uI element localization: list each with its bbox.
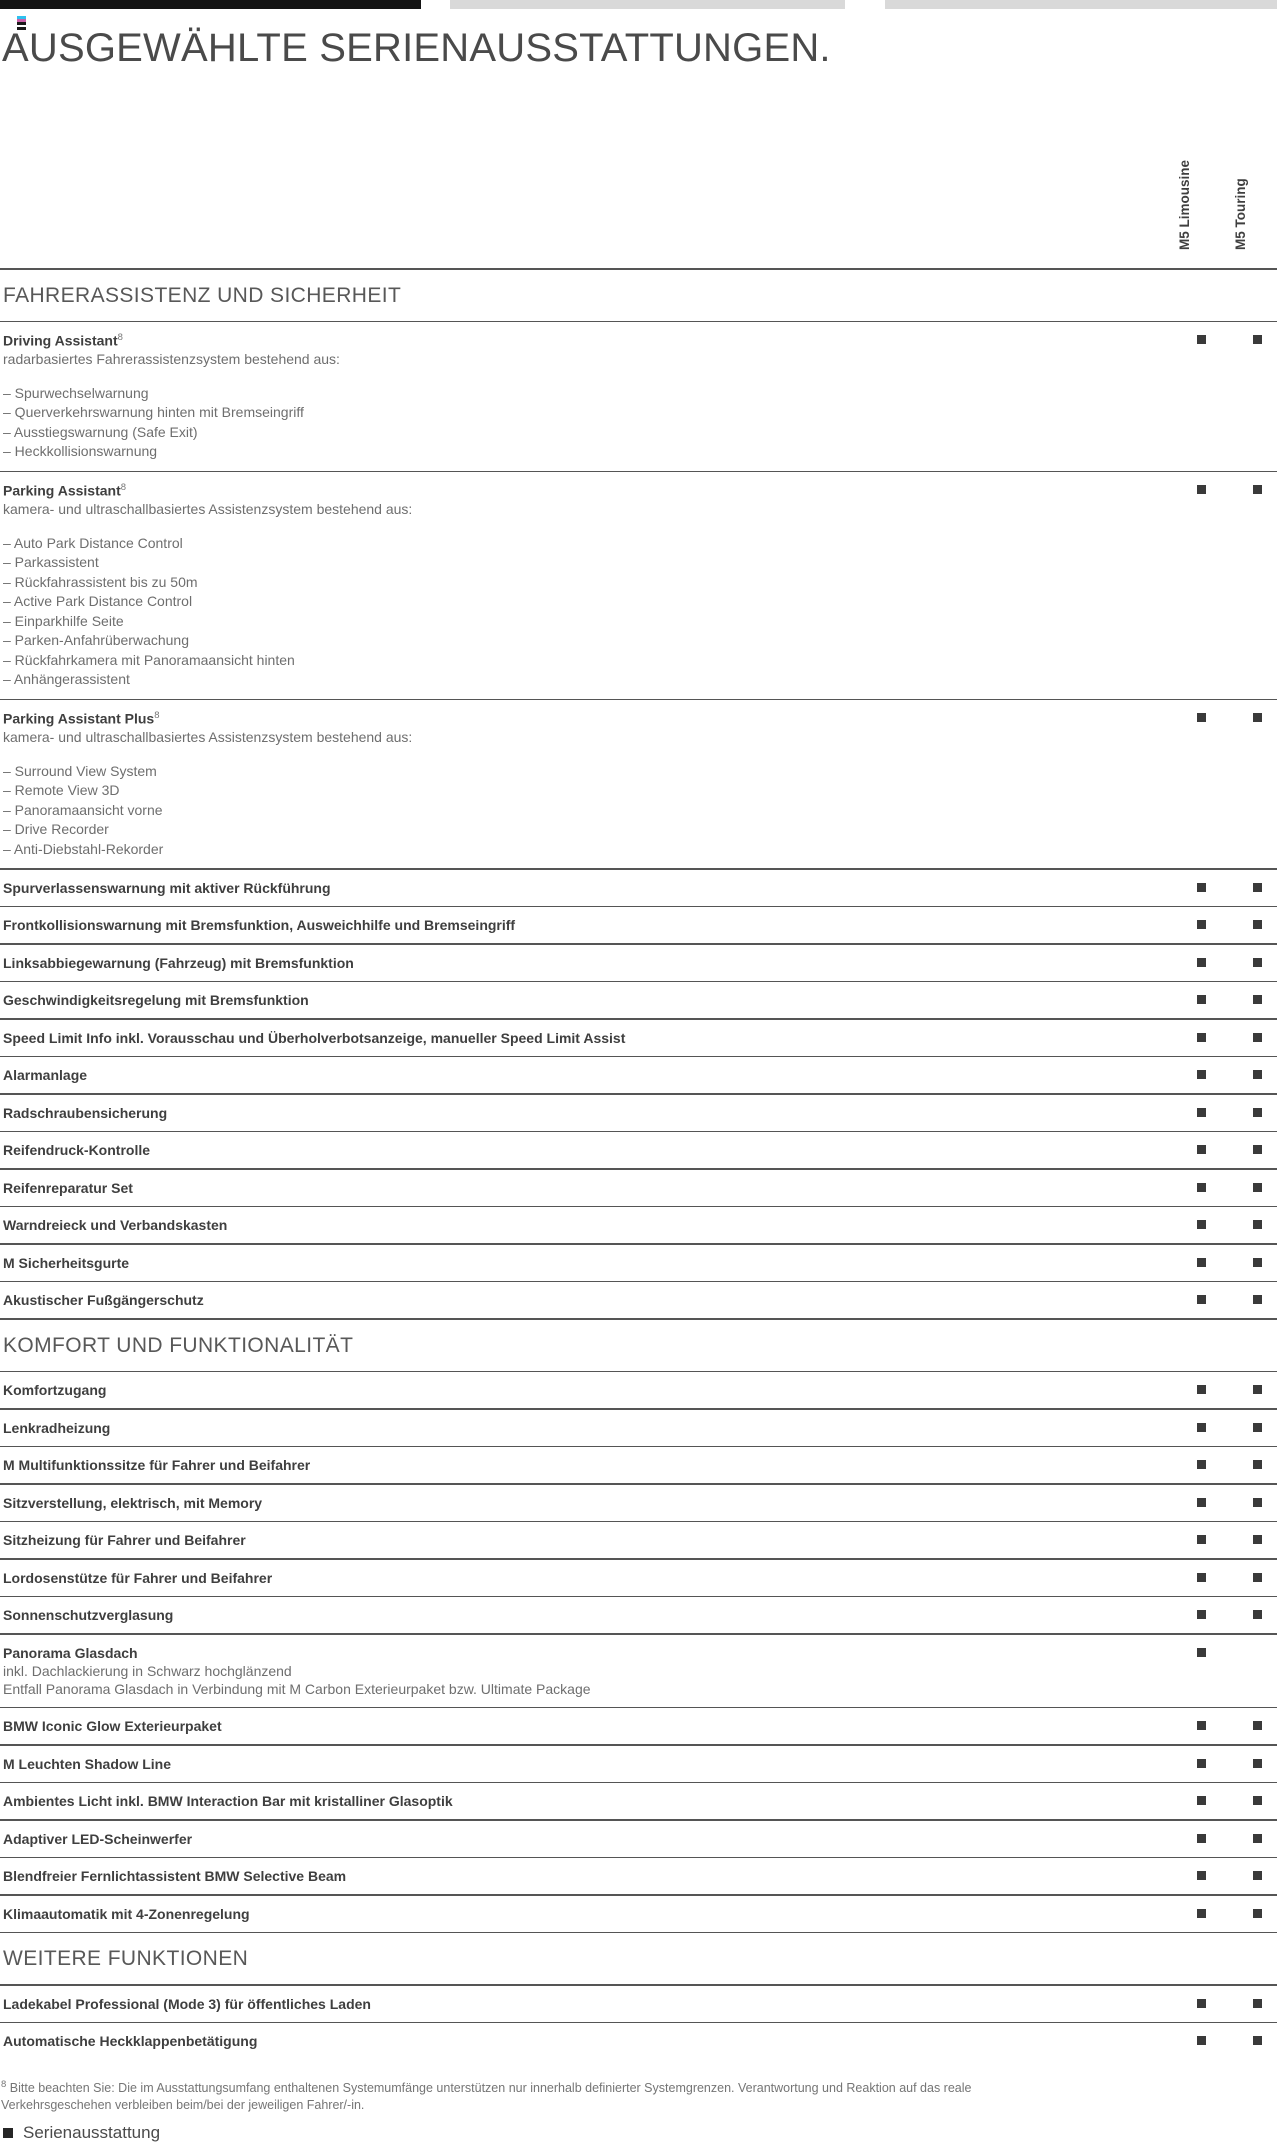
legend-label: Serienausstattung [23,2122,161,2142]
row-label: Akustischer Fußgängerschutz [3,1292,204,1309]
standard-marker-limousine [1197,1498,1206,1507]
standard-marker-limousine [1197,1871,1206,1880]
standard-marker-limousine [1197,485,1206,494]
row-label: Blendfreier Fernlichtassistent BMW Selective Beam [3,1868,347,1885]
standard-marker-touring [1253,485,1262,494]
standard-marker-touring [1253,1573,1262,1582]
standard-marker-limousine [1197,1610,1206,1619]
bullet-item: – Anti-Diebstahl-Rekorder [3,840,164,857]
table-row [0,1783,1277,1819]
row-label: Parking Assistant Plus [3,710,155,727]
standard-marker-limousine [1197,995,1206,1004]
standard-marker-touring [1253,883,1262,892]
bullet-item: – Anhängerassistent [3,671,130,688]
bullet-item: – Spurwechselwarnung [3,384,149,401]
standard-marker-limousine [1197,883,1206,892]
row-label: Alarmanlage [3,1067,88,1084]
standard-marker-limousine [1197,1033,1206,1042]
row-label: Warndreieck und Verbandskasten [3,1217,228,1234]
footnote-marker: 8 [1,2079,7,2091]
legend [3,2122,1277,2142]
table-row [0,1896,1277,1932]
table-row [0,1821,1277,1857]
row-label: Sitzheizung für Fahrer und Beifahrer [3,1532,246,1549]
row-label: Sitzverstellung, elektrisch, mit Memory [3,1494,263,1511]
row-label: M Multifunktionssitze für Fahrer und Beifahrer [3,1457,311,1474]
row-label: Ladekabel Professional (Mode 3) für öffentliches Laden [3,1995,371,2012]
row-label: Reifendruck-Kontrolle [3,1142,151,1159]
row-description: Entfall Panorama Glasdach in Verbindung mit M Carbon Exterieurpaket bzw. Ultimate Package [3,1680,591,1697]
standard-marker-touring [1253,958,1262,967]
row-label: Frontkollisionswarnung mit Bremsfunktion, Ausweichhilfe und Bremseingriff [3,917,516,934]
row-bullet-list [3,762,1147,860]
standard-marker-touring [1253,1385,1262,1394]
standard-marker-limousine [1197,1183,1206,1192]
standard-marker-touring [1253,1258,1262,1267]
standard-marker-touring [1253,1423,1262,1432]
table-row [0,1132,1277,1168]
page-header [0,0,1277,268]
bullet-item: – Einparkhilfe Seite [3,612,124,629]
table-row [0,1282,1277,1318]
standard-marker-touring [1253,1721,1262,1730]
standard-marker-limousine [1197,713,1206,722]
standard-marker-limousine [1197,1721,1206,1730]
row-description: kamera- und ultraschallbasiertes Assistenzsystem bestehend aus: [3,500,413,517]
top-bar-black [0,0,421,9]
table-row [0,945,1277,981]
table-row [0,1746,1277,1782]
standard-marker-limousine [1197,1460,1206,1469]
table-row [0,322,1277,471]
row-label: Panorama Glasdach [3,1644,138,1661]
row-label: Lordosenstütze für Fahrer und Beifahrer [3,1569,273,1586]
row-label: Geschwindigkeitsregelung mit Bremsfunktion [3,992,309,1009]
table-row [0,1170,1277,1206]
standard-marker-touring [1253,1909,1262,1918]
standard-marker-limousine [1197,1258,1206,1267]
standard-marker-limousine [1197,1535,1206,1544]
bullet-item: – Auto Park Distance Control [3,534,183,551]
top-bar-gray-1 [450,0,845,9]
standard-marker-touring [1253,1759,1262,1768]
table-row [0,907,1277,943]
row-label: Linksabbiegewarnung (Fahrzeug) mit Bremsfunktion [3,954,354,971]
standard-marker-touring [1253,2036,1262,2045]
standard-marker-touring [1253,1070,1262,1079]
table-row [0,982,1277,1018]
row-description: kamera- und ultraschallbasiertes Assistenzsystem bestehend aus: [3,728,413,745]
row-label: BMW Iconic Glow Exterieurpaket [3,1718,222,1735]
standard-marker-touring [1253,1796,1262,1805]
equipment-table [0,268,1277,2059]
bullet-item: – Parken-Anfahrüberwachung [3,632,190,649]
standard-marker-touring [1253,1460,1262,1469]
table-row [0,1057,1277,1093]
top-bar-gray-2 [885,0,1277,9]
standard-marker-limousine [1197,1145,1206,1154]
table-row [0,1522,1277,1558]
table-row [0,1858,1277,1894]
standard-marker-limousine [1197,1385,1206,1394]
row-description: inkl. Dachlackierung in Schwarz hochglänzend [3,1662,292,1679]
table-row [0,1372,1277,1408]
standard-marker-touring [1253,713,1262,722]
standard-marker-touring [1253,1498,1262,1507]
row-label: Reifenreparatur Set [3,1179,133,1196]
standard-equipment-marker-icon [3,2128,13,2138]
standard-marker-touring [1253,1834,1262,1843]
row-label: Lenkradheizung [3,1419,111,1436]
table-row [0,1560,1277,1596]
footnote-line-2: Verkehrsgeschehen verbleiben beim/bei der jeweiligen Fahrer/-in. [1,2097,365,2112]
standard-marker-limousine [1197,1999,1206,2008]
bullet-item: – Active Park Distance Control [3,593,193,610]
standard-marker-limousine [1197,1108,1206,1117]
standard-marker-touring [1253,920,1262,929]
standard-marker-touring [1253,335,1262,344]
table-row [0,1708,1277,1744]
standard-marker-touring [1253,1033,1262,1042]
standard-marker-touring [1253,1183,1262,1192]
standard-marker-limousine [1197,1909,1206,1918]
standard-marker-touring [1253,1999,1262,2008]
row-label: Komfortzugang [3,1382,107,1399]
standard-marker-touring [1253,1295,1262,1304]
row-label: Automatische Heckklappenbetätigung [3,2033,258,2050]
table-row [0,870,1277,906]
standard-marker-touring [1253,1220,1262,1229]
bullet-item: – Rückfahrassistent bis zu 50m [3,573,198,590]
bullet-item: – Panoramaansicht vorne [3,801,163,818]
row-label: Klimaautomatik mit 4-Zonenregelung [3,1905,250,1922]
row-bullet-list [3,384,1147,462]
table-row [0,1207,1277,1243]
row-label: M Sicherheitsgurte [3,1254,130,1271]
table-row [0,1410,1277,1446]
footnote [1,2077,1277,2112]
table-row [0,1245,1277,1281]
standard-marker-limousine [1197,1295,1206,1304]
table-row [0,1635,1277,1707]
row-label: Speed Limit Info inkl. Vorausschau und Überholverbotsanzeige, manueller Speed Limit Assist [3,1029,626,1046]
table-row [0,472,1277,699]
standard-marker-touring [1253,1535,1262,1544]
standard-marker-limousine [1197,1796,1206,1805]
table-row [0,1020,1277,1056]
table-row [0,1447,1277,1483]
row-footnote-ref: 8 [154,710,160,722]
standard-marker-limousine [1197,1759,1206,1768]
standard-marker-limousine [1197,2036,1206,2045]
row-label: Ambientes Licht inkl. BMW Interaction Bar mit kristalliner Glasoptik [3,1793,453,1810]
table-row [0,2023,1277,2059]
standard-marker-limousine [1197,920,1206,929]
standard-marker-limousine [1197,1573,1206,1582]
row-footnote-ref: 8 [117,332,123,343]
bullet-item: – Heckkollisionswarnung [3,443,158,460]
section-title: KOMFORT UND FUNKTIONALITÄT [3,1333,354,1357]
column-header-m5-touring: M5 Touring [1233,178,1248,250]
row-bullet-list [3,534,1147,690]
footnote-line-1: Bitte beachten Sie: Die im Ausstattungsumfang enthaltenen Systemumfänge unterstützen nur innerhalb definierter Systemgrenzen. Verantwortung und Reaktion auf das reale [9,2081,972,2096]
bullet-item: – Drive Recorder [3,821,109,838]
bullet-item: – Ausstiegswarnung (Safe Exit) [3,423,198,440]
table-row [0,1597,1277,1633]
standard-marker-limousine [1197,1648,1206,1657]
table-row [0,1986,1277,2022]
standard-marker-touring [1253,1108,1262,1117]
standard-marker-limousine [1197,1070,1206,1079]
row-label: Radschraubensicherung [3,1104,168,1121]
row-label: Adaptiver LED-Scheinwerfer [3,1830,193,1847]
row-description: radarbasiertes Fahrerassistenzsystem bestehend aus: [3,350,340,367]
standard-marker-touring [1253,995,1262,1004]
bullet-item: – Surround View System [3,762,157,779]
row-label: Parking Assistant [3,482,121,499]
standard-marker-touring [1253,1871,1262,1880]
page-title: AUSGEWÄHLTE SERIENAUSSTATTUNGEN. [2,26,831,70]
standard-marker-limousine [1197,958,1206,967]
bullet-item: – Parkassistent [3,554,99,571]
standard-marker-limousine [1197,1220,1206,1229]
row-footnote-ref: 8 [120,482,127,494]
row-label: Driving Assistant [3,332,118,349]
section-title: FAHRERASSISTENZ UND SICHERHEIT [3,283,402,307]
standard-marker-limousine [1197,1423,1206,1432]
row-label: Spurverlassenswarnung mit aktiver Rückführung [3,879,331,896]
bullet-item: – Remote View 3D [3,782,120,799]
table-row [0,1485,1277,1521]
row-label: Sonnenschutzverglasung [3,1607,174,1624]
column-header-m5-limousine: M5 Limousine [1177,159,1192,250]
table-row [0,1095,1277,1131]
row-label: M Leuchten Shadow Line [3,1755,172,1772]
section-title: WEITERE FUNKTIONEN [3,1947,249,1971]
standard-marker-limousine [1197,1834,1206,1843]
standard-marker-touring [1253,1145,1262,1154]
standard-marker-limousine [1197,335,1206,344]
bullet-item: – Rückfahrkamera mit Panoramaansicht hinten [3,651,295,668]
standard-marker-touring [1253,1610,1262,1619]
table-row [0,700,1277,868]
bullet-item: – Querverkehrswarnung hinten mit Bremseingriff [3,404,304,421]
